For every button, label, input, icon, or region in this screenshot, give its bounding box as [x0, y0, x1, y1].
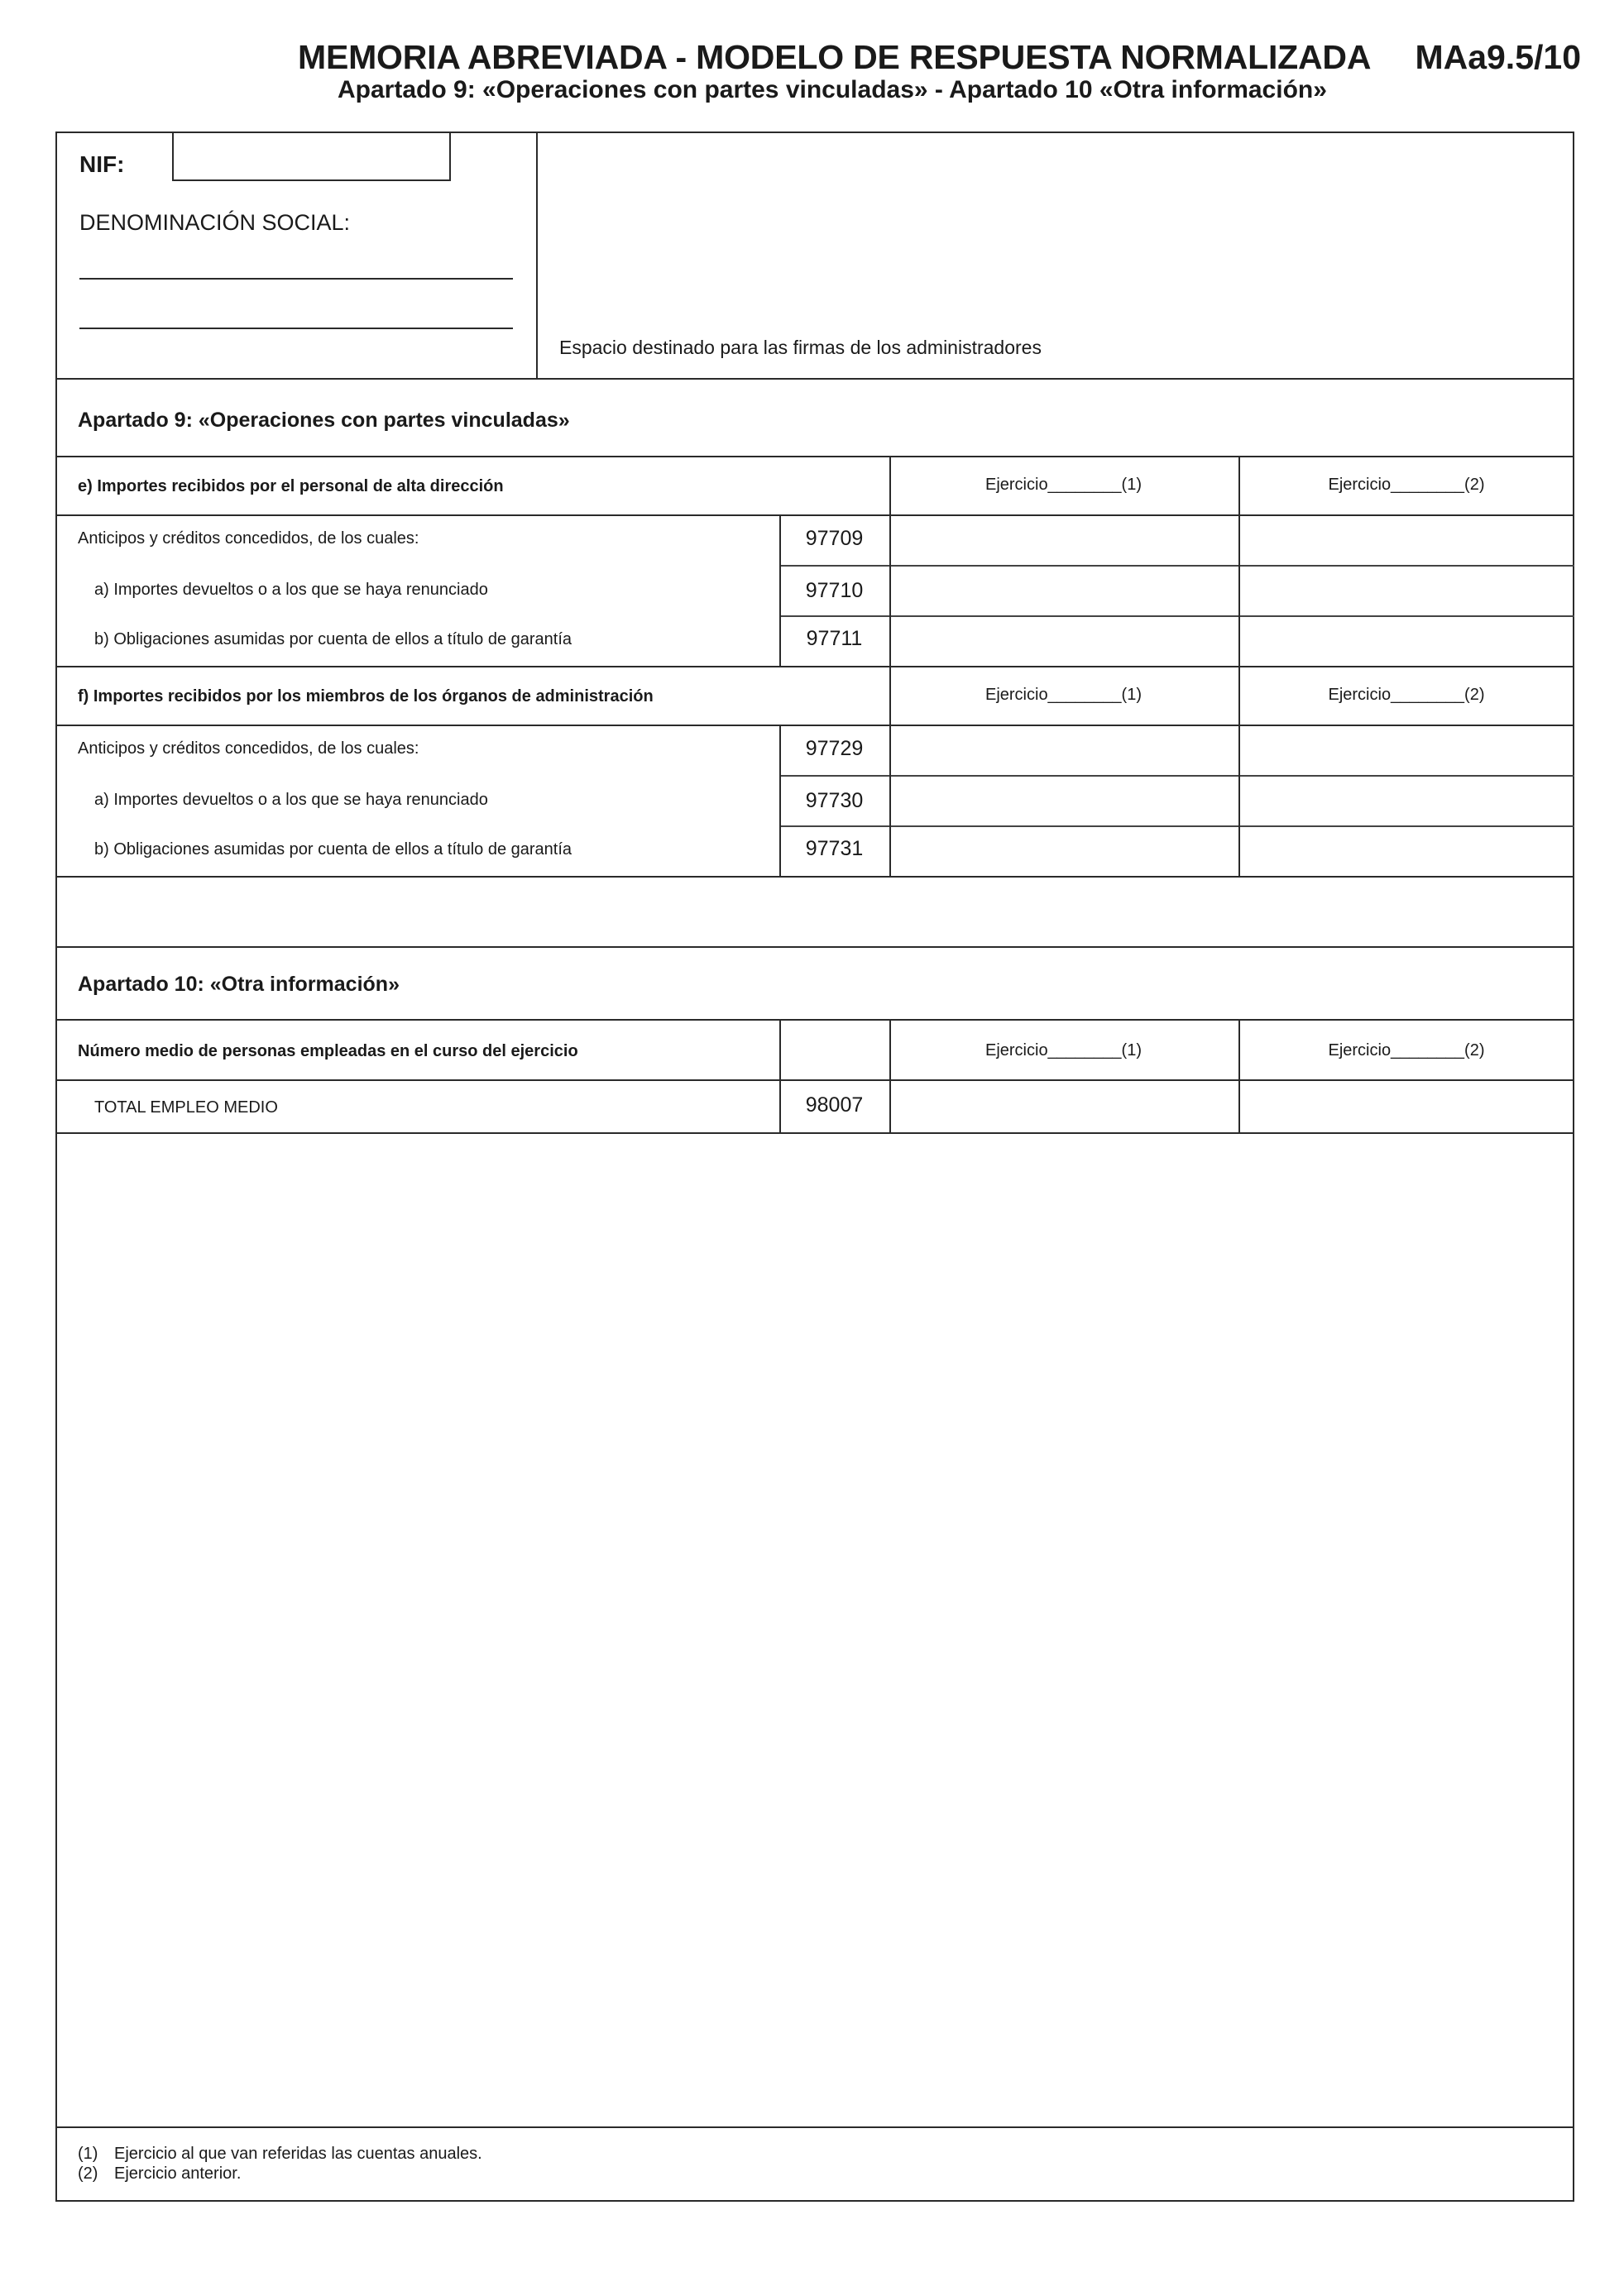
total-empleo-code: 98007 [805, 1093, 864, 1117]
input-97729-ej2[interactable] [1239, 726, 1573, 774]
row-code: 97710 [805, 579, 864, 602]
row-label: b) Obligaciones asumidas por cuenta de ellos a título de garantía [94, 630, 572, 648]
divider [55, 1019, 1574, 1021]
col-divider [779, 725, 781, 876]
divider [55, 666, 1574, 667]
input-97730-ej1[interactable] [890, 777, 1237, 825]
input-97710-ej2[interactable] [1239, 567, 1573, 615]
denominacion-line-2[interactable] [79, 328, 513, 329]
section10-title: Apartado 10: «Otra información» [78, 973, 400, 996]
row-label: a) Importes devueltos o a los que se haya renunciado [94, 791, 488, 809]
divider [55, 946, 1574, 948]
block-e-col2-header: Ejercicio________(2) [1328, 476, 1485, 494]
block-e-heading: e) Importes recibidos por el personal de alta dirección [78, 477, 504, 495]
row-code: 97711 [806, 627, 863, 650]
form-code: MAa9.5/10 [1415, 38, 1581, 76]
divider [55, 378, 1574, 380]
total-empleo-label: TOTAL EMPLEO MEDIO [94, 1098, 278, 1117]
input-97729-ej1[interactable] [890, 726, 1237, 774]
section10-heading: Número medio de personas empleadas en el curso del ejercicio [78, 1042, 578, 1060]
denominacion-line-1[interactable] [79, 278, 513, 280]
input-97711-ej1[interactable] [890, 617, 1237, 665]
col-divider [889, 456, 891, 876]
input-97709-ej2[interactable] [1239, 516, 1573, 564]
signature-note: Espacio destinado para las firmas de los administradores [559, 337, 1042, 358]
input-97709-ej1[interactable] [890, 516, 1237, 564]
block-f-col1-header: Ejercicio________(1) [984, 686, 1142, 704]
denominacion-label: DENOMINACIÓN SOCIAL: [79, 210, 351, 235]
col-divider [779, 514, 781, 666]
row-label: b) Obligaciones asumidas por cuenta de ellos a título de garantía [94, 840, 572, 859]
section10-col1-header: Ejercicio________(1) [984, 1041, 1142, 1060]
col-divider [1238, 456, 1240, 876]
row-code: 97709 [805, 527, 864, 550]
footnote-number: (2) [78, 2164, 98, 2183]
block-f-heading: f) Importes recibidos por los miembros de los órganos de administración [78, 687, 654, 706]
input-97730-ej2[interactable] [1239, 777, 1573, 825]
col-divider [779, 1019, 781, 1132]
footnote-number: (1) [78, 2145, 98, 2163]
form-subtitle: Apartado 9: «Operaciones con partes vinculadas» - Apartado 10 «Otra información» [338, 76, 1327, 103]
input-97731-ej2[interactable] [1239, 827, 1573, 875]
input-97711-ej2[interactable] [1239, 617, 1573, 665]
row-label: Anticipos y créditos concedidos, de los cuales: [78, 739, 419, 758]
divider [55, 2126, 1574, 2128]
section9-title: Apartado 9: «Operaciones con partes vinculadas» [78, 409, 570, 432]
col-divider [889, 1019, 891, 1132]
col-divider [1238, 1019, 1240, 1132]
row-code: 97729 [805, 737, 864, 760]
input-98007-ej1[interactable] [890, 1081, 1237, 1131]
input-98007-ej2[interactable] [1239, 1081, 1573, 1131]
form-title: MEMORIA ABREVIADA - MODELO DE RESPUESTA NORMALIZADA [298, 38, 1372, 76]
row-code: 97730 [805, 789, 864, 812]
section10-col2-header: Ejercicio________(2) [1328, 1041, 1485, 1060]
block-f-col2-header: Ejercicio________(2) [1328, 686, 1485, 704]
divider [55, 876, 1574, 878]
footnote-text: Ejercicio al que van referidas las cuentas anuales. [114, 2145, 482, 2163]
nif-label: NIF: [79, 151, 125, 177]
block-e-col1-header: Ejercicio________(1) [984, 476, 1142, 494]
input-97731-ej1[interactable] [890, 827, 1237, 875]
free-text-area[interactable] [57, 1134, 1573, 2125]
input-97710-ej1[interactable] [890, 567, 1237, 615]
nif-input[interactable] [172, 132, 451, 181]
row-code: 97731 [805, 837, 864, 860]
divider [55, 456, 1574, 457]
footnote-text: Ejercicio anterior. [114, 2164, 242, 2183]
row-label: a) Importes devueltos o a los que se haya renunciado [94, 581, 488, 599]
row-label: Anticipos y créditos concedidos, de los cuales: [78, 529, 419, 548]
